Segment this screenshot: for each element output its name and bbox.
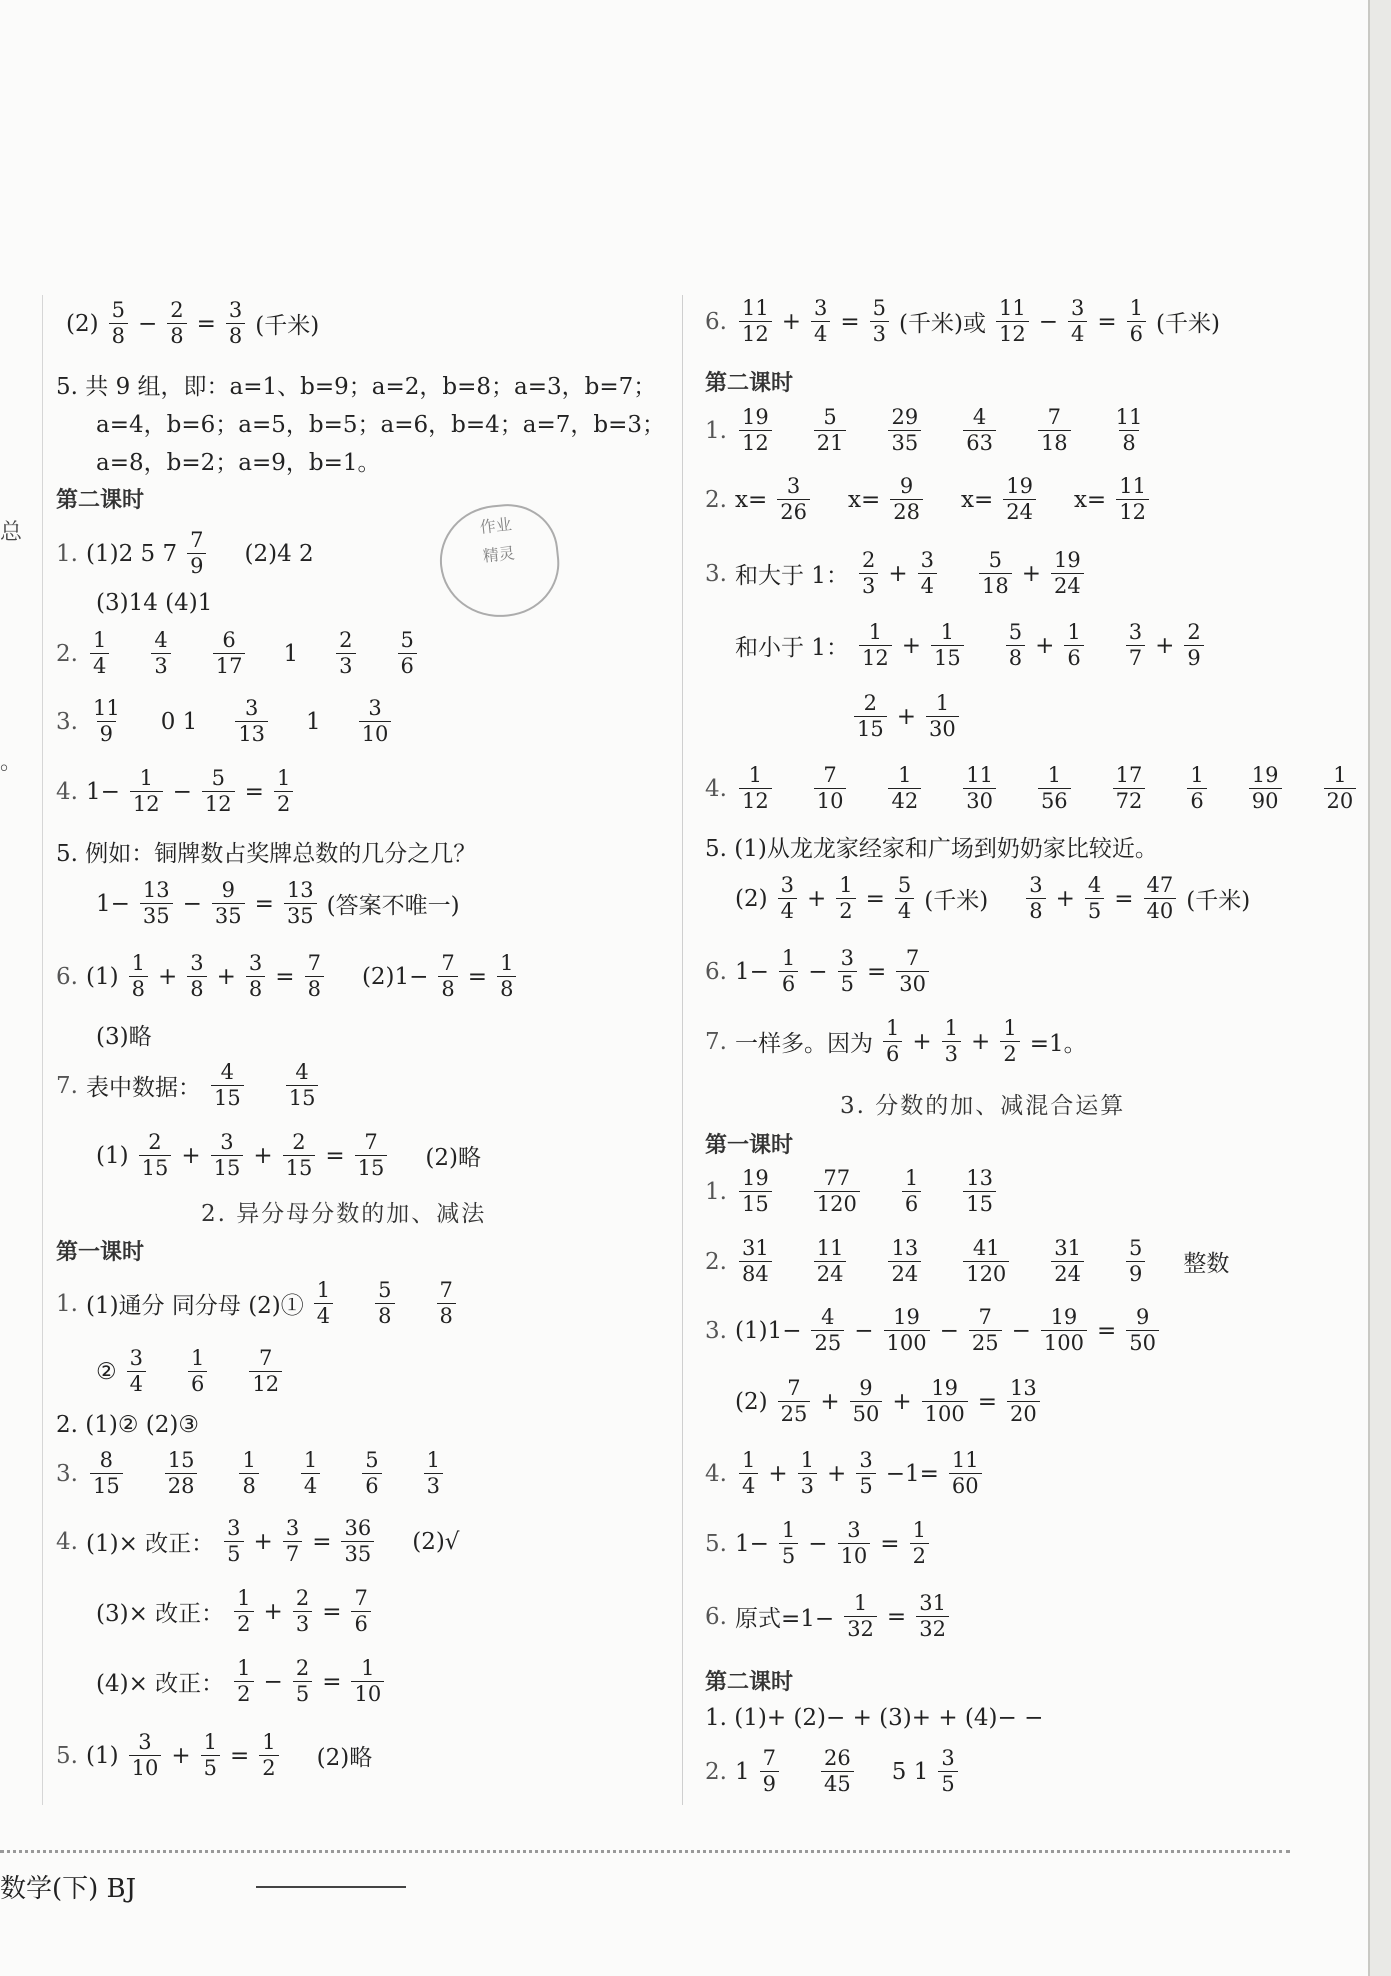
fraction: $\frac{11}{12}$ [1116,476,1149,523]
answer-line: 3. (1)1− $\frac{4}{25}$ − 19 100 − 7 25 − 19 100 = 9 50 [705,1307,1163,1354]
fraction: 3 8 [1026,875,1045,922]
fraction: 2 3 [293,1588,312,1635]
answer-line: 4. 1 4 + 1 3 + 3 5 −1= $\frac{11}{60}$ [705,1450,986,1497]
fraction: 3 7 [1126,622,1145,669]
answer-line: 6. 原式=1− $\frac{1}{32}$ = 31 32 [705,1593,953,1640]
answer-line: (4)× 改正： 1 2 − 2 5 = 1 10 [96,1658,388,1705]
question-number: 1. [56,540,78,567]
answer-text: (2) [735,1388,768,1415]
fraction: 47 40 [1144,875,1177,922]
fraction: 7 9 [187,530,206,577]
answer-text: (2)略 [316,1745,373,1771]
fraction: $\frac{3}{26}$ [777,476,810,523]
fraction: 3 4 [1068,298,1087,345]
section-title: 3. 分数的加、减混合运算 [840,1093,1126,1119]
label: (2) [66,310,99,337]
fraction: 2 8 [167,300,186,347]
fraction: 3 8 [226,300,245,347]
answer-text: (1) [86,1742,119,1769]
fraction: 1 5 [201,1732,220,1779]
fraction: 1 2 [910,1520,929,1567]
fraction: 1 3 [942,1018,961,1065]
fraction: 11 12 [739,298,772,345]
fraction: 5 4 [895,875,914,922]
fraction: $\frac{19}{24}$ [1003,476,1036,523]
question-number: 1. [705,1178,727,1205]
fraction: 3 7 [283,1518,302,1565]
answer-text: =1。 [1029,1031,1087,1057]
fraction: 3 5 [224,1518,243,1565]
fraction: 4 3 [151,630,170,677]
fraction: 3 4 [127,1348,146,1395]
fraction: 7 10 [814,765,847,812]
fraction: 13 24 [888,1238,921,1285]
fraction: 31 24 [1051,1238,1084,1285]
question-number: 2. [705,1248,727,1275]
fraction: 1 12 [739,765,772,812]
fraction: 19 100 [1041,1307,1087,1354]
answer-line: 3. 和大于 1： 2 3 + 3 4 5 18 + 19 24 [705,550,1088,597]
answer-text: (1)1− [735,1317,802,1344]
fraction: 11 8 [1115,405,1143,455]
question-number: 6. [705,958,727,985]
fraction: 5 8 [1006,622,1025,669]
fraction: 19 12 [739,407,772,454]
fraction: 4 15 [211,1062,244,1109]
question-number: 1. [705,417,727,444]
answer-line [56,1280,460,1327]
footer-label: 数学(下) BJ [0,1874,137,1904]
unit: (千米) [924,888,989,914]
fraction: 5 6 [362,1450,381,1497]
fraction: $\frac{1}{2}$ [1000,1018,1019,1065]
fraction: 1 3 [424,1450,443,1497]
answer-line: (2) 7 25 + 9 50 + 19 100 = 13 20 [735,1378,1044,1425]
answer-line: 1. (1)+ (2)− + (3)+ + (4)− − [705,1705,1044,1731]
fraction: 7 25 [969,1307,1002,1354]
answer-text: 1− [86,778,120,805]
fraction: 1 2 [836,875,855,922]
answer-text: (2)1− [361,963,429,990]
section-heading: 第二课时 [56,488,145,513]
fraction: $\frac{9}{28}$ [890,476,923,523]
fraction: $\frac{7}{8}$ [438,953,457,1000]
answer-line: (3)略 [96,1024,152,1050]
answer-line: 5. (1)从龙龙家经家和广场到奶奶家比较近。 [705,836,1158,862]
fraction: 3 4 [918,550,937,597]
fraction: 3 4 [811,298,830,345]
answer-text: 1− [735,1530,769,1557]
answer-line [705,765,1360,812]
answer-text: 5 1 [891,1758,929,1785]
answer-text: (2)4 2 [244,540,314,567]
answer-line [96,1348,286,1395]
answer-text: (千米) [1156,311,1220,337]
fraction: 11 24 [814,1238,847,1285]
fraction: 5 8 [109,300,128,347]
answer-text: 1− [735,958,769,985]
fraction: 1 8 [497,953,516,1000]
answer-line: 7. 一样多。因为 1 6 + 1 3 + $\frac{1}{2}$ =1。 [705,1016,1087,1066]
fraction: 1 6 [902,1168,921,1215]
question-number: 4. [56,1528,78,1555]
fraction: 5 12 [202,768,235,815]
variable: x= [735,486,768,513]
answer-line [56,1450,447,1497]
margin-mark-2: 。 [0,750,23,775]
fraction: 5 6 [398,630,417,677]
fraction: 1 2 [234,1658,253,1705]
fraction: 5 8 [375,1280,394,1327]
question-number: 7. [56,1072,78,1099]
answer-text: (2)略 [425,1145,481,1171]
left-margin-rule [42,295,43,1805]
answer-line [705,407,1149,454]
fraction: 3 10 [359,698,392,745]
fraction: 5 3 [870,298,889,345]
fraction: 3 5 [856,1450,875,1497]
fraction: 9 50 [850,1378,883,1425]
answer-text: (答案不唯一) [326,893,460,919]
fraction: 1 4 [739,1450,758,1497]
question-number: 6. [705,308,727,335]
question-number: 4. [705,1460,727,1487]
fraction: 13 35 [284,880,317,927]
answer-line: 5. 例如：铜牌数占奖牌总数的几分之几？ [56,841,477,867]
fraction: 7 9 [760,1748,779,1795]
fraction: 1 10 [351,1658,384,1705]
fraction: 13 20 [1007,1378,1040,1425]
fraction: 13 15 [963,1168,996,1215]
answer-text: (1)通分 同分母 (2)① [86,1293,304,1319]
fraction: 1 2 [259,1732,278,1779]
question-number: 2. [705,486,727,513]
fraction: 1 12 [859,622,892,669]
fraction: 4 5 [1085,875,1104,922]
fraction: 3 13 [235,698,268,745]
footer-underline [256,1886,406,1888]
question-number: 2. [705,1758,727,1785]
answer-line [56,630,421,677]
fraction: 1 2 [274,768,293,815]
fraction: 7 6 [351,1588,370,1635]
answer-text: 整数 [1183,1251,1230,1277]
fraction: 15 28 [165,1450,198,1497]
answer-line: 6. 1− $\frac{1}{6}$ − 3 5 = 7 30 [705,948,933,995]
question-number: 5. [56,1742,78,1769]
fraction: 19 90 [1249,765,1282,812]
fraction: 4 63 [963,407,996,454]
answer-text: ② [96,1358,117,1385]
page-edge [1368,0,1391,1976]
fraction: $\frac{1}{32}$ [844,1593,877,1640]
answer-text: 0 1 [160,708,198,735]
answer-text: (2)√ [412,1528,460,1555]
question-number: 6. [56,963,78,990]
stamp-line-1: 作业 [478,514,513,537]
answer-line: 5. 共 9 组，即：a=1、b=9；a=2，b=8；a=3，b=7； [56,374,657,400]
fraction: 3 8 [246,953,265,1000]
fraction: $\frac{13}{35}$ [140,880,173,927]
fraction: 1 6 [1187,765,1206,812]
answer-text: 原式=1− [735,1606,835,1632]
fraction: 11 30 [963,765,996,812]
answer-text: 1− [96,890,130,917]
section-title: 2. 异分母分数的加、减法 [201,1201,487,1227]
fraction: 1 6 [1064,622,1083,669]
answer-text: (1) [96,1142,129,1169]
fraction: 3 4 [778,875,797,922]
footer-rule [0,1850,1290,1853]
question-number: 4. [56,778,78,805]
question-number: 1. [56,1290,78,1317]
fraction: 7 12 [249,1348,282,1395]
answer-line [705,1168,1000,1215]
answer-text: (1)× 改正： [86,1531,215,1557]
unit: (千米) [255,313,320,339]
fraction: 5 21 [814,407,847,454]
answer-line: 4. 1− $\frac{1}{12}$ − 5 12 = 1 2 [56,768,297,815]
fraction: 2 9 [1184,622,1203,669]
answer-text: 和大于 1： [735,563,849,589]
fraction: 9 50 [1126,1307,1159,1354]
fraction: 7 15 [355,1132,388,1179]
unit: (千米) [1186,888,1251,914]
fraction: 11 12 [996,298,1029,345]
answer-text: 和小于 1： [735,635,849,661]
variable: x= [1073,486,1107,513]
fraction: 1 8 [239,1450,258,1497]
answer-line: 和小于 1： 1 12 + 1 15 5 8 + 1 6 3 7 + 2 9 [735,622,1208,669]
fraction: 2 5 [293,1658,312,1705]
fraction: 19 15 [739,1168,772,1215]
fraction: 8 15 [90,1450,123,1497]
answer-line: (3)14 (4)1 [96,590,213,616]
fraction: 2 15 [854,693,887,740]
fraction: 1 30 [926,693,959,740]
variable: x= [847,486,881,513]
fraction: 19 100 [922,1378,968,1425]
fraction: 2 3 [859,550,878,597]
question-number: 2. [56,640,78,667]
answer-line: 4. (1)× 改正： 3 5 + 3 7 = 36 35 (2)√ [56,1516,460,1566]
question-number: 3. [56,1460,78,1487]
answer-text: (1)2 5 7 [86,540,178,567]
answer-line [56,698,395,745]
fraction: 1 15 [931,622,964,669]
answer-text: −1= [885,1460,939,1487]
fraction: 19 24 [1051,550,1084,597]
section-heading: 第二课时 [705,371,794,396]
question-number: 5. [705,1530,727,1557]
answer-line: a=8，b=2；a=9，b=1。 [96,450,381,476]
answer-line: 5. (1) 3 10 + 1 5 = 1 2 (2)略 [56,1730,373,1780]
answer-line [56,530,314,577]
answer-line [705,476,1153,523]
fraction: 1 8 [129,953,148,1000]
fraction: 2 15 [139,1132,172,1179]
fraction: 1 4 [301,1450,320,1497]
fraction: 3 10 [129,1732,162,1779]
answer-line: (2) 5 8 − 2 8 = 3 8 (千米) [66,298,320,348]
answer-text: 1 [735,1758,750,1785]
stamp-line-2: 精灵 [481,543,516,566]
margin-mark-1: 总 [0,520,23,545]
fraction: 3 8 [187,953,206,1000]
answer-line: (1) 2 15 + 3 15 + 2 15 = 7 15 (2)略 [96,1130,481,1180]
answer-line: (3)× 改正： 1 2 + 2 3 = 7 6 [96,1588,375,1635]
column-divider [682,295,683,1805]
fraction: 19 100 [884,1307,930,1354]
fraction: 1 56 [1038,765,1071,812]
variable: x= [960,486,994,513]
fraction: 3 10 [838,1520,871,1567]
question-number: 3. [56,708,78,735]
fraction: 1 4 [90,630,109,677]
answer-text: (2) [735,885,768,912]
section-heading: 第一课时 [705,1133,794,1158]
answer-text: 表中数据： [86,1075,201,1101]
fraction: $\frac{1}{12}$ [130,768,163,815]
fraction: 1 6 [1127,298,1146,345]
answer-text: (千米)或 [899,311,986,337]
answer-line: 2 15 + 1 30 [850,693,963,740]
fraction: 5 9 [1126,1238,1145,1285]
fraction: 31 32 [916,1593,949,1640]
fraction: 2 3 [336,630,355,677]
fraction: 7 25 [778,1378,811,1425]
question-number: 3. [705,1317,727,1344]
question-number: 6. [705,1603,727,1630]
answer-line: 1− $\frac{13}{35}$ − 9 35 = 13 35 (答案不唯一) [96,878,460,928]
fraction: 7 18 [1038,407,1071,454]
answer-text: (3)× 改正： [96,1601,225,1627]
answer-text: 1 [306,708,321,735]
answer-line: a=4，b=6；a=5，b=5；a=6，b=4；a=7，b=3； [96,412,665,438]
fraction: 4 15 [286,1062,319,1109]
question-number: 7. [705,1028,727,1055]
fraction: 41 120 [963,1238,1009,1285]
fraction: 3 5 [938,1748,957,1795]
fraction: 1 6 [188,1348,207,1395]
fraction: 29 35 [888,407,921,454]
fraction: 1 6 [883,1018,902,1065]
fraction: $\frac{1}{6}$ [779,948,798,995]
fraction: 6 17 [213,630,246,677]
section-heading: 第二课时 [705,1670,794,1695]
answer-line: 2. (1)② (2)③ [56,1412,199,1438]
fraction: 3 15 [211,1132,244,1179]
fraction: 9 35 [212,880,245,927]
fraction: 26 45 [821,1748,854,1795]
answer-line [705,1238,1229,1285]
fraction: $\frac{1}{5}$ [779,1520,798,1567]
fraction: 2 15 [283,1132,316,1179]
fraction: 1 3 [798,1450,817,1497]
answer-line [705,1748,962,1795]
question-number: 3. [705,560,727,587]
fraction: 5 18 [979,550,1012,597]
fraction: 31 84 [739,1238,772,1285]
fraction: 11 9 [93,696,120,746]
answer-line: (2) 3 4 + 1 2 = 5 4 (千米) 3 8 + 4 5 = 47 40 (千米) [735,873,1251,923]
fraction: 1 20 [1324,765,1357,812]
section-heading: 第一课时 [56,1240,145,1265]
fraction: 3 5 [838,948,857,995]
fraction: 7 30 [896,948,929,995]
question-number: 4. [705,775,727,802]
fraction: 1 2 [234,1588,253,1635]
fraction: $\frac{4}{25}$ [811,1307,844,1354]
answer-text: (1) [86,963,119,990]
fraction: 17 72 [1113,765,1146,812]
answer-line: 6. (1) 1 8 + 3 8 + 3 8 = 7 8 (2)1− $\frac{7}{8}$ = 1 8 [56,953,520,1000]
fraction: 77 120 [814,1168,860,1215]
fraction: 7 8 [305,953,324,1000]
fraction: 1 4 [314,1280,333,1327]
fraction: 7 8 [437,1280,456,1327]
fraction: 1 42 [888,765,921,812]
fraction: $\frac{11}{60}$ [949,1450,982,1497]
answer-line: 5. 1− $\frac{1}{5}$ − 3 10 = 1 2 [705,1520,933,1567]
answer-line [56,1062,322,1109]
answer-text: (4)× 改正： [96,1671,225,1697]
answer-text: 一样多。因为 [735,1031,873,1057]
answer-text: 1 [283,640,299,667]
fraction: 36 35 [341,1518,374,1565]
answer-line: 6. 11 12 + 3 4 = 5 3 (千米)或 11 12 − 3 4 = 1 6 (千米) [705,296,1220,346]
